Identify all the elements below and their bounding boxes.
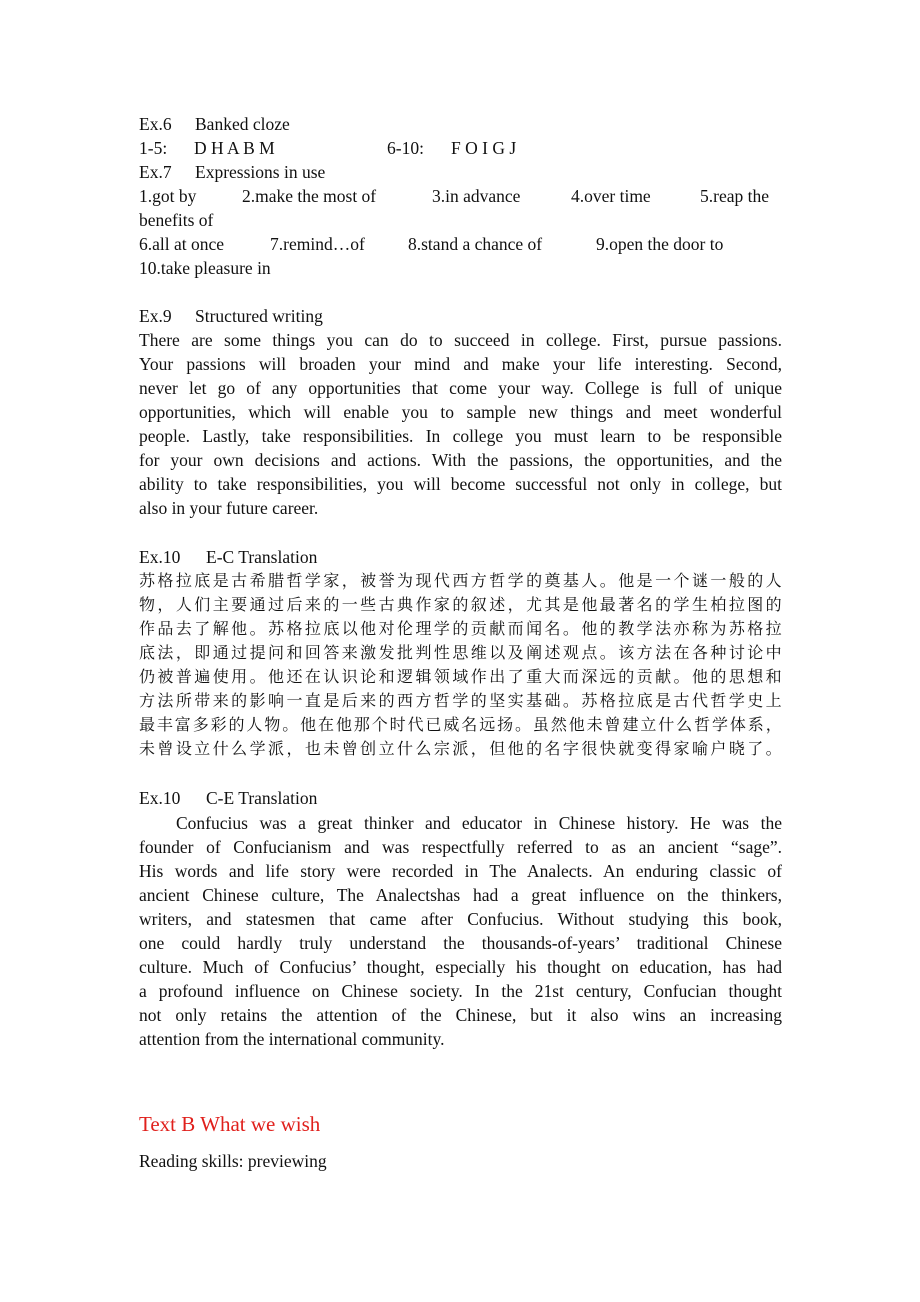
ex10-ec-line: 最丰富多彩的人物。他在他那个时代已威名远扬。虽然他未曾建立什么哲学体系， — [139, 715, 782, 734]
ex10-ec-heading — [139, 545, 317, 569]
textb-title: Text B What we wish — [139, 1112, 321, 1136]
ex10-ce-line: a profound influence on Chinese society. In the 21st century, Confucian thought — [139, 981, 782, 1001]
ex6-range1: 1-5: — [139, 138, 168, 158]
ex10-ce-line: attention from the international community. — [139, 1029, 445, 1049]
ex7-item: 6.all at once — [139, 234, 225, 254]
ex10-ec-line: 方法所带来的影响一直是后来的西方哲学的坚实基础。苏格拉底是古代哲学史上 — [139, 691, 782, 710]
ex9-heading — [139, 304, 323, 328]
ex10-ce-heading — [139, 786, 317, 810]
ex10-ce-line: one could hardly truly understand the thousands-of-years’ traditional Chinese — [139, 933, 782, 953]
ex7-item: 4.over time — [571, 186, 651, 206]
ex10-ce-label: Ex.10 — [139, 788, 181, 808]
ex9-line: never let go of any opportunities that come your way. College is full of unique — [139, 378, 782, 398]
ex7-item: 10.take pleasure in — [139, 258, 271, 278]
ex7-item: 8.stand a chance of — [408, 234, 543, 254]
ex9-line: for your own decisions and actions. With the passions, the opportunities, and the — [139, 450, 782, 470]
ex7-item: 3.in advance — [432, 186, 521, 206]
ex6-label: Ex.6 — [139, 114, 172, 134]
ex7-item: benefits of — [139, 210, 214, 230]
ex10-ec-line: 仍被普遍使用。他还在认识论和逻辑领域作出了重大而深远的贡献。他的思想和 — [139, 667, 782, 686]
ex7-item: 1.got by — [139, 186, 197, 206]
ex9-title: Structured writing — [195, 306, 323, 326]
ex10-ec-line: 作品去了解他。苏格拉底以他对伦理学的贡献而闻名。他的教学法亦称为苏格拉 — [139, 619, 782, 638]
ex10-ce-line: Confucius was a great thinker and educator in Chinese history. He was the — [176, 813, 782, 833]
ex9-label: Ex.9 — [139, 306, 172, 326]
ex10-ec-title: E-C Translation — [206, 547, 318, 567]
ex7-item: 7.remind…of — [270, 234, 365, 254]
ex10-ce-line: writers, and statesmen that came after Confucius. Without studying this book, — [139, 909, 782, 929]
ex10-ec-line: 未曾设立什么学派，也未曾创立什么宗派，但他的名字很快就变得家喻户晓了。 — [139, 739, 782, 758]
ex7-item: 5.reap the — [700, 186, 769, 206]
ex10-ce-line: His words and life story were recorded in The Analects. An enduring classic of — [139, 861, 782, 881]
ex7-title: Expressions in use — [195, 162, 326, 182]
ex10-ce-line: not only retains the attention of the Chinese, but it also wins an increasing — [139, 1005, 782, 1025]
ex10-ec-label: Ex.10 — [139, 547, 181, 567]
ex6-heading — [139, 112, 290, 136]
ex10-ce-line: ancient Chinese culture, The Analectshas had a great influence on the thinkers, — [139, 885, 782, 905]
ex9-line: people. Lastly, take responsibilities. In college you must learn to be responsible — [139, 426, 782, 446]
ex9-line: opportunities, which will enable you to sample new things and meet wonderful — [139, 402, 782, 422]
ex7-item: 2.make the most of — [242, 186, 377, 206]
ex10-ec-line: 苏格拉底是古希腊哲学家，被誉为现代西方哲学的奠基人。他是一个谜一般的人 — [139, 571, 782, 590]
ex10-ce-line: founder of Confucianism and was respectfully referred to as an ancient “sage”. — [139, 837, 782, 857]
ex10-ec-line: 底法，即通过提问和回答来激发批判性思维以及阐述观点。该方法在各种讨论中 — [139, 643, 782, 662]
ex6-range2: 6-10: — [387, 138, 424, 158]
ex10-ec-line: 物，人们主要通过后来的一些古典作家的叙述，尤其是他最著名的学生柏拉图的 — [139, 595, 782, 614]
ex9-line: ability to take responsibilities, you will become successful not only in college, but — [139, 474, 782, 494]
ex10-ce-title: C-E Translation — [206, 788, 318, 808]
ex6-answers2: F O I G J — [451, 138, 517, 158]
ex6-title: Banked cloze — [195, 114, 290, 134]
textb-subtitle: Reading skills: previewing — [139, 1151, 327, 1171]
ex7-label: Ex.7 — [139, 162, 172, 182]
ex7-heading — [139, 160, 325, 184]
ex9-line: also in your future career. — [139, 498, 319, 518]
ex6-answers1: D H A B M — [194, 138, 275, 158]
ex10-ce-line: culture. Much of Confucius’ thought, especially his thought on education, has had — [139, 957, 782, 977]
ex9-line: Your passions will broaden your mind and make your life interesting. Second, — [139, 354, 782, 374]
ex7-item: 9.open the door to — [596, 234, 724, 254]
ex9-line: There are some things you can do to succeed in college. First, pursue passions. — [139, 330, 782, 350]
